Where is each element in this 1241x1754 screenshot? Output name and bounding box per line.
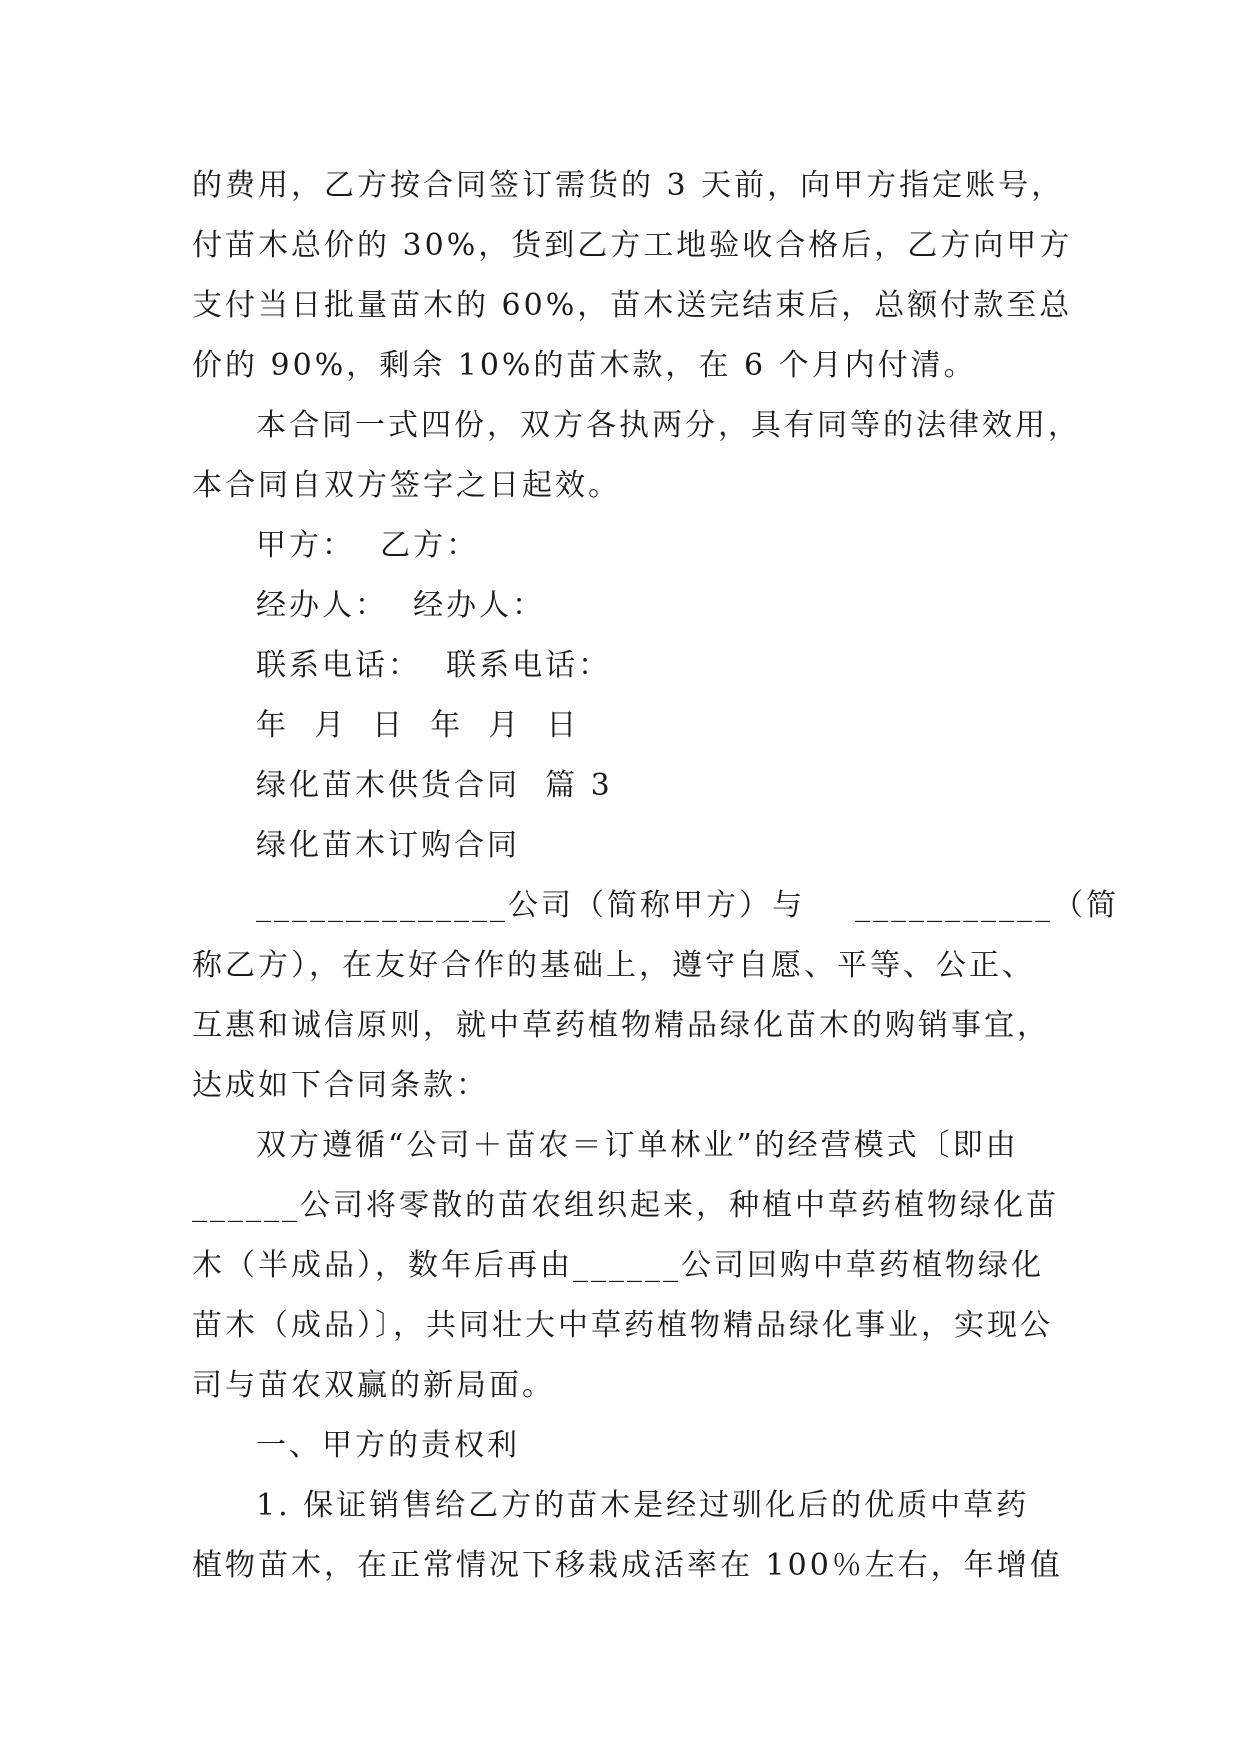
section-heading: 一、甲方的责权利	[256, 1428, 520, 1463]
signature-date-labels: 年 月 日 年 月 日	[256, 708, 580, 743]
text-line: 称乙方），在友好合作的基础上，遵守自愿、平等、公正、	[192, 948, 1035, 983]
text-line: 1. 保证销售给乙方的苗木是经过驯化后的优质中草药	[256, 1488, 1030, 1523]
text-line: 本合同一式四份，双方各执两分，具有同等的法律效用，	[256, 408, 1081, 443]
text-line: ______________公司（简称甲方）与 ___________（简	[256, 888, 1120, 923]
text-line: 本合同自双方签字之日起效。	[192, 468, 621, 503]
text-line: 的费用，乙方按合同签订需货的 3 天前，向甲方指定账号，	[192, 168, 1065, 203]
text-line: 支付当日批量苗木的 60%，苗木送完结束后，总额付款至总	[192, 288, 1073, 323]
signature-party-labels: 甲方： 乙方：	[256, 528, 480, 563]
text-line: 价的 90%，剩余 10%的苗木款，在 6 个月内付清。	[192, 348, 977, 383]
section-heading: 绿化苗木供货合同 篇 3	[256, 768, 613, 803]
text-line: 达成如下合同条款：	[192, 1068, 489, 1103]
text-line: 司与苗农双赢的新局面。	[192, 1368, 555, 1403]
contract-title: 绿化苗木订购合同	[256, 828, 520, 863]
text-line: 付苗木总价的 30%，货到乙方工地验收合格后，乙方向甲方	[192, 228, 1073, 263]
text-line: 木（半成品），数年后再由______公司回购中草药植物绿化	[192, 1248, 1044, 1283]
signature-handler-labels: 经办人： 经办人：	[256, 588, 546, 623]
text-line: 互惠和诚信原则，就中草药植物精品绿化苗木的购销事宜，	[192, 1008, 1050, 1043]
text-line: 苗木（成品）〕，共同壮大中草药植物精品绿化事业，实现公	[192, 1308, 1053, 1343]
signature-phone-labels: 联系电话： 联系电话：	[256, 648, 612, 683]
text-line: ______公司将零散的苗农组织起来，种植中草药植物绿化苗	[192, 1188, 1059, 1223]
text-line: 植物苗木，在正常情况下移栽成活率在 100％左右，年增值	[192, 1548, 1063, 1583]
text-line: 双方遵循“公司＋苗农＝订单林业”的经营模式〔即由	[256, 1128, 1019, 1163]
